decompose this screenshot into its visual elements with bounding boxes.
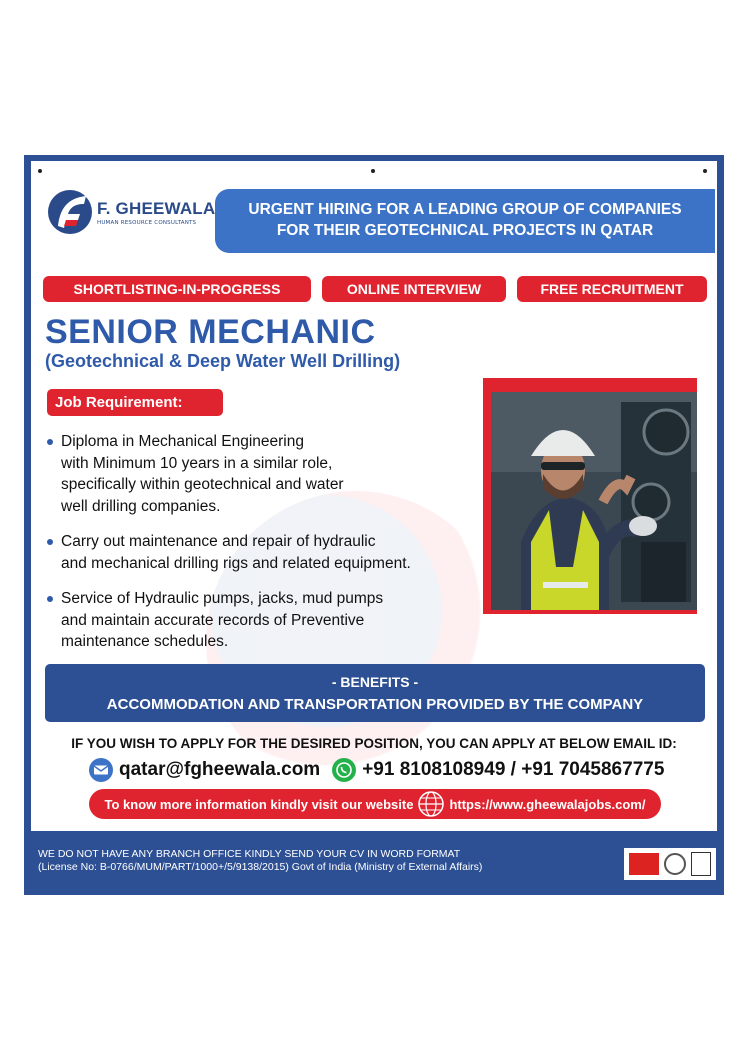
phone-numbers[interactable]: +91 8108108949 / +91 7045867775	[362, 759, 665, 780]
poster-content	[31, 161, 717, 831]
tag-online-interview: ONLINE INTERVIEW	[322, 276, 506, 302]
requirement-line: well drilling companies.	[61, 497, 221, 515]
tag-shortlisting: SHORTLISTING-IN-PROGRESS	[43, 276, 311, 302]
mechanic-photo	[491, 392, 697, 610]
requirement-item	[45, 431, 495, 517]
job-poster	[24, 155, 724, 895]
requirements-label: Job Requirement:	[47, 389, 223, 416]
logo-tagline: HUMAN RESOURCE CONSULTANTS	[97, 219, 197, 226]
requirement-line: maintenance schedules.	[61, 633, 229, 650]
pin-dot	[38, 169, 42, 173]
website-banner	[89, 789, 661, 819]
tag-free-recruitment: FREE RECRUITMENT	[517, 276, 707, 302]
footer-line-2: (License No: B-0766/MUM/PART/1000+/5/9138/2015) Govt of India (Ministry of External Affairs)	[38, 861, 483, 873]
contact-row	[89, 758, 664, 782]
footer-line-1: WE DO NOT HAVE ANY BRANCH OFFICE KINDLY SEND YOUR CV IN WORD FORMAT	[38, 848, 461, 860]
email-icon	[89, 758, 113, 782]
job-subtitle: (Geotechnical & Deep Water Well Drilling)	[45, 351, 401, 371]
company-logo	[46, 188, 215, 236]
headline-line-1: URGENT HIRING FOR A LEADING GROUP OF COMPANIES	[248, 201, 682, 218]
iso-certificate-icon	[629, 853, 659, 875]
globe-icon	[417, 790, 445, 818]
benefits-heading: - BENEFITS -	[331, 674, 419, 690]
footer-text	[38, 848, 482, 874]
requirement-line: and maintain accurate records of Preventive	[61, 611, 365, 629]
requirement-item	[45, 588, 495, 653]
certification-logos	[624, 848, 716, 880]
logo-name: F. GHEEWALA	[97, 198, 216, 218]
visit-text: To know more information kindly visit our website	[104, 796, 414, 812]
website-link[interactable]: https://www.gheewalajobs.com/	[449, 796, 646, 812]
requirement-line: with Minimum 10 years in a similar role,	[61, 454, 333, 472]
pin-dot	[703, 169, 707, 173]
apply-instruction: IF YOU WISH TO APPLY FOR THE DESIRED POSITION, YOU CAN APPLY AT BELOW EMAIL ID:	[71, 736, 677, 751]
pin-dot	[371, 169, 375, 173]
requirement-line: Diploma in Mechanical Engineering	[61, 433, 304, 450]
email-address[interactable]: qatar@fgheewala.com	[119, 759, 321, 780]
headline-line-2: FOR THEIR GEOTECHNICAL PROJECTS IN QATAR	[276, 222, 654, 239]
job-title: SENIOR MECHANIC	[45, 313, 376, 351]
headline-banner	[215, 189, 715, 253]
mechanic-illustration	[491, 392, 697, 610]
requirement-line: Service of Hydraulic pumps, jacks, mud pumps	[61, 590, 384, 607]
requirements-list	[45, 431, 495, 667]
government-seal-icon	[664, 853, 686, 875]
benefits-banner	[45, 664, 705, 722]
requirement-item	[45, 531, 495, 574]
whatsapp-icon	[332, 758, 356, 782]
requirement-line: specifically within geotechnical and water	[61, 476, 344, 493]
gheewala-logo-icon	[46, 188, 94, 236]
requirement-line: Carry out maintenance and repair of hydraulic	[61, 533, 376, 550]
benefits-text: ACCOMMODATION AND TRANSPORTATION PROVIDED BY THE COMPANY	[106, 696, 644, 713]
requirement-line: and mechanical drilling rigs and related equipment.	[61, 554, 411, 572]
accreditation-icon	[691, 852, 711, 876]
